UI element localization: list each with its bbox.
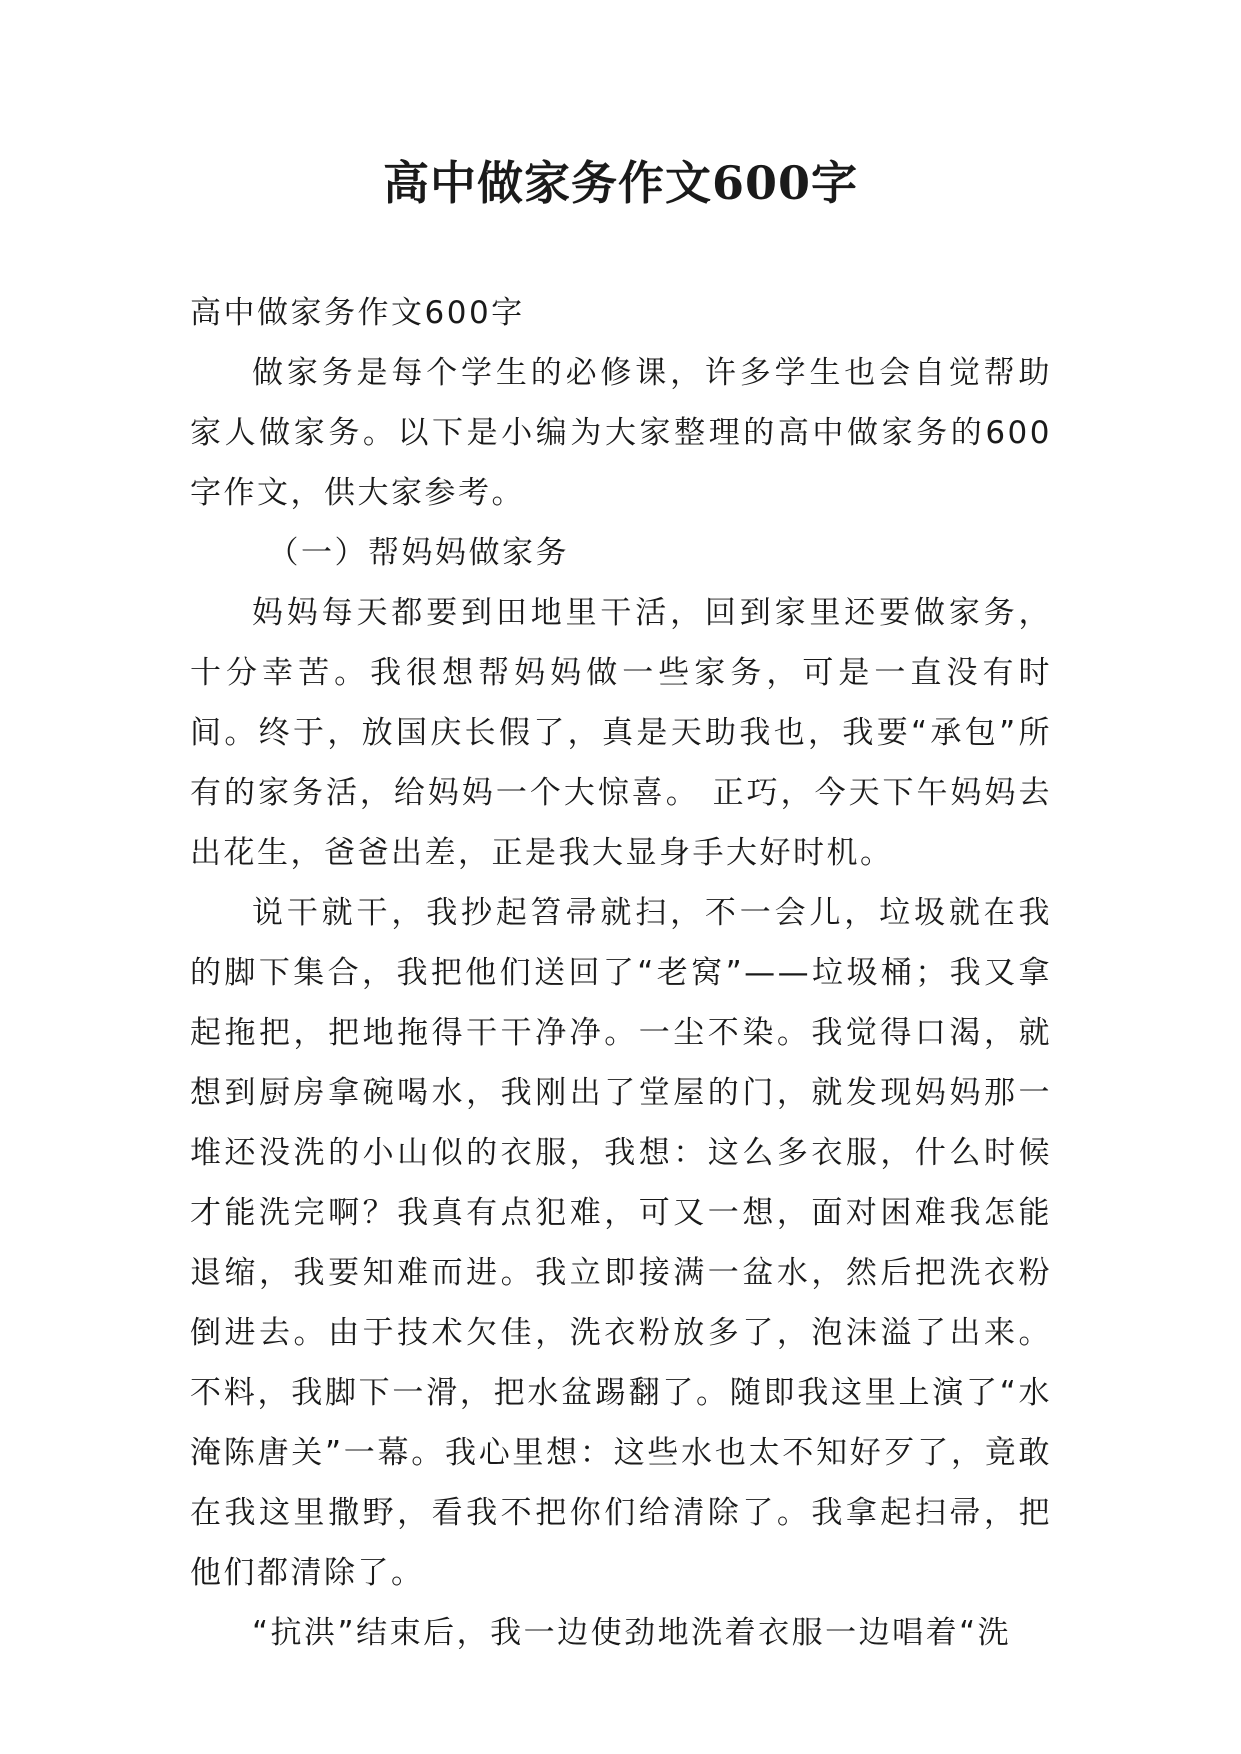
intro-paragraph: 做家务是每个学生的必修课，许多学生也会自觉帮助家人做家务。以下是小编为大家整理的高中做家务的600字作文，供大家参考。 xyxy=(190,355,1052,511)
document-body xyxy=(190,283,1052,1663)
body-paragraph: 妈妈每天都要到田地里干活，回到家里还要做家务，十分幸苦。我很想帮妈妈做一些家务，可是一直没有时间。终于，放国庆长假了，真是天助我也，我要“承包”所有的家务活，给妈妈一个大惊喜。 正巧，今天下午妈妈去出花生，爸爸出差，正是我大显身手大好时机。 xyxy=(190,595,1052,871)
document-title: 高中做家务作文600字 xyxy=(382,156,859,210)
body-paragraph: “抗洪”结束后，我一边使劲地洗着衣服一边唱着“洗 xyxy=(252,1615,1012,1651)
heading-line: 高中做家务作文600字 xyxy=(190,295,525,331)
body-paragraph: 说干就干，我抄起笤帚就扫，不一会儿，垃圾就在我的脚下集合，我把他们送回了“老窝”——垃圾桶；我又拿起拖把，把地拖得干干净净。一尘不染。我觉得口渴，就想到厨房拿碗喝水，我刚出了堂屋的门，就发现妈妈那一堆还没洗的小山似的衣服，我想：这么多衣服，什么时候才能洗完啊？我真有点犯难，可又一想，面对困难我怎能退缩，我要知难而进。我立即接满一盆水，然后把洗衣粉倒进去。由于技术欠佳，洗衣粉放多了，泡沫溢了出来。不料，我脚下一滑，把水盆踢翻了。随即我这里上演了“水淹陈唐关”一幕。我心里想：这些水也太不知好歹了，竟敢在我这里撒野，看我不把你们给清除了。我拿起扫帚，把他们都清除了。 xyxy=(190,895,1052,1591)
section-heading: （一）帮妈妈做家务 xyxy=(267,535,569,571)
